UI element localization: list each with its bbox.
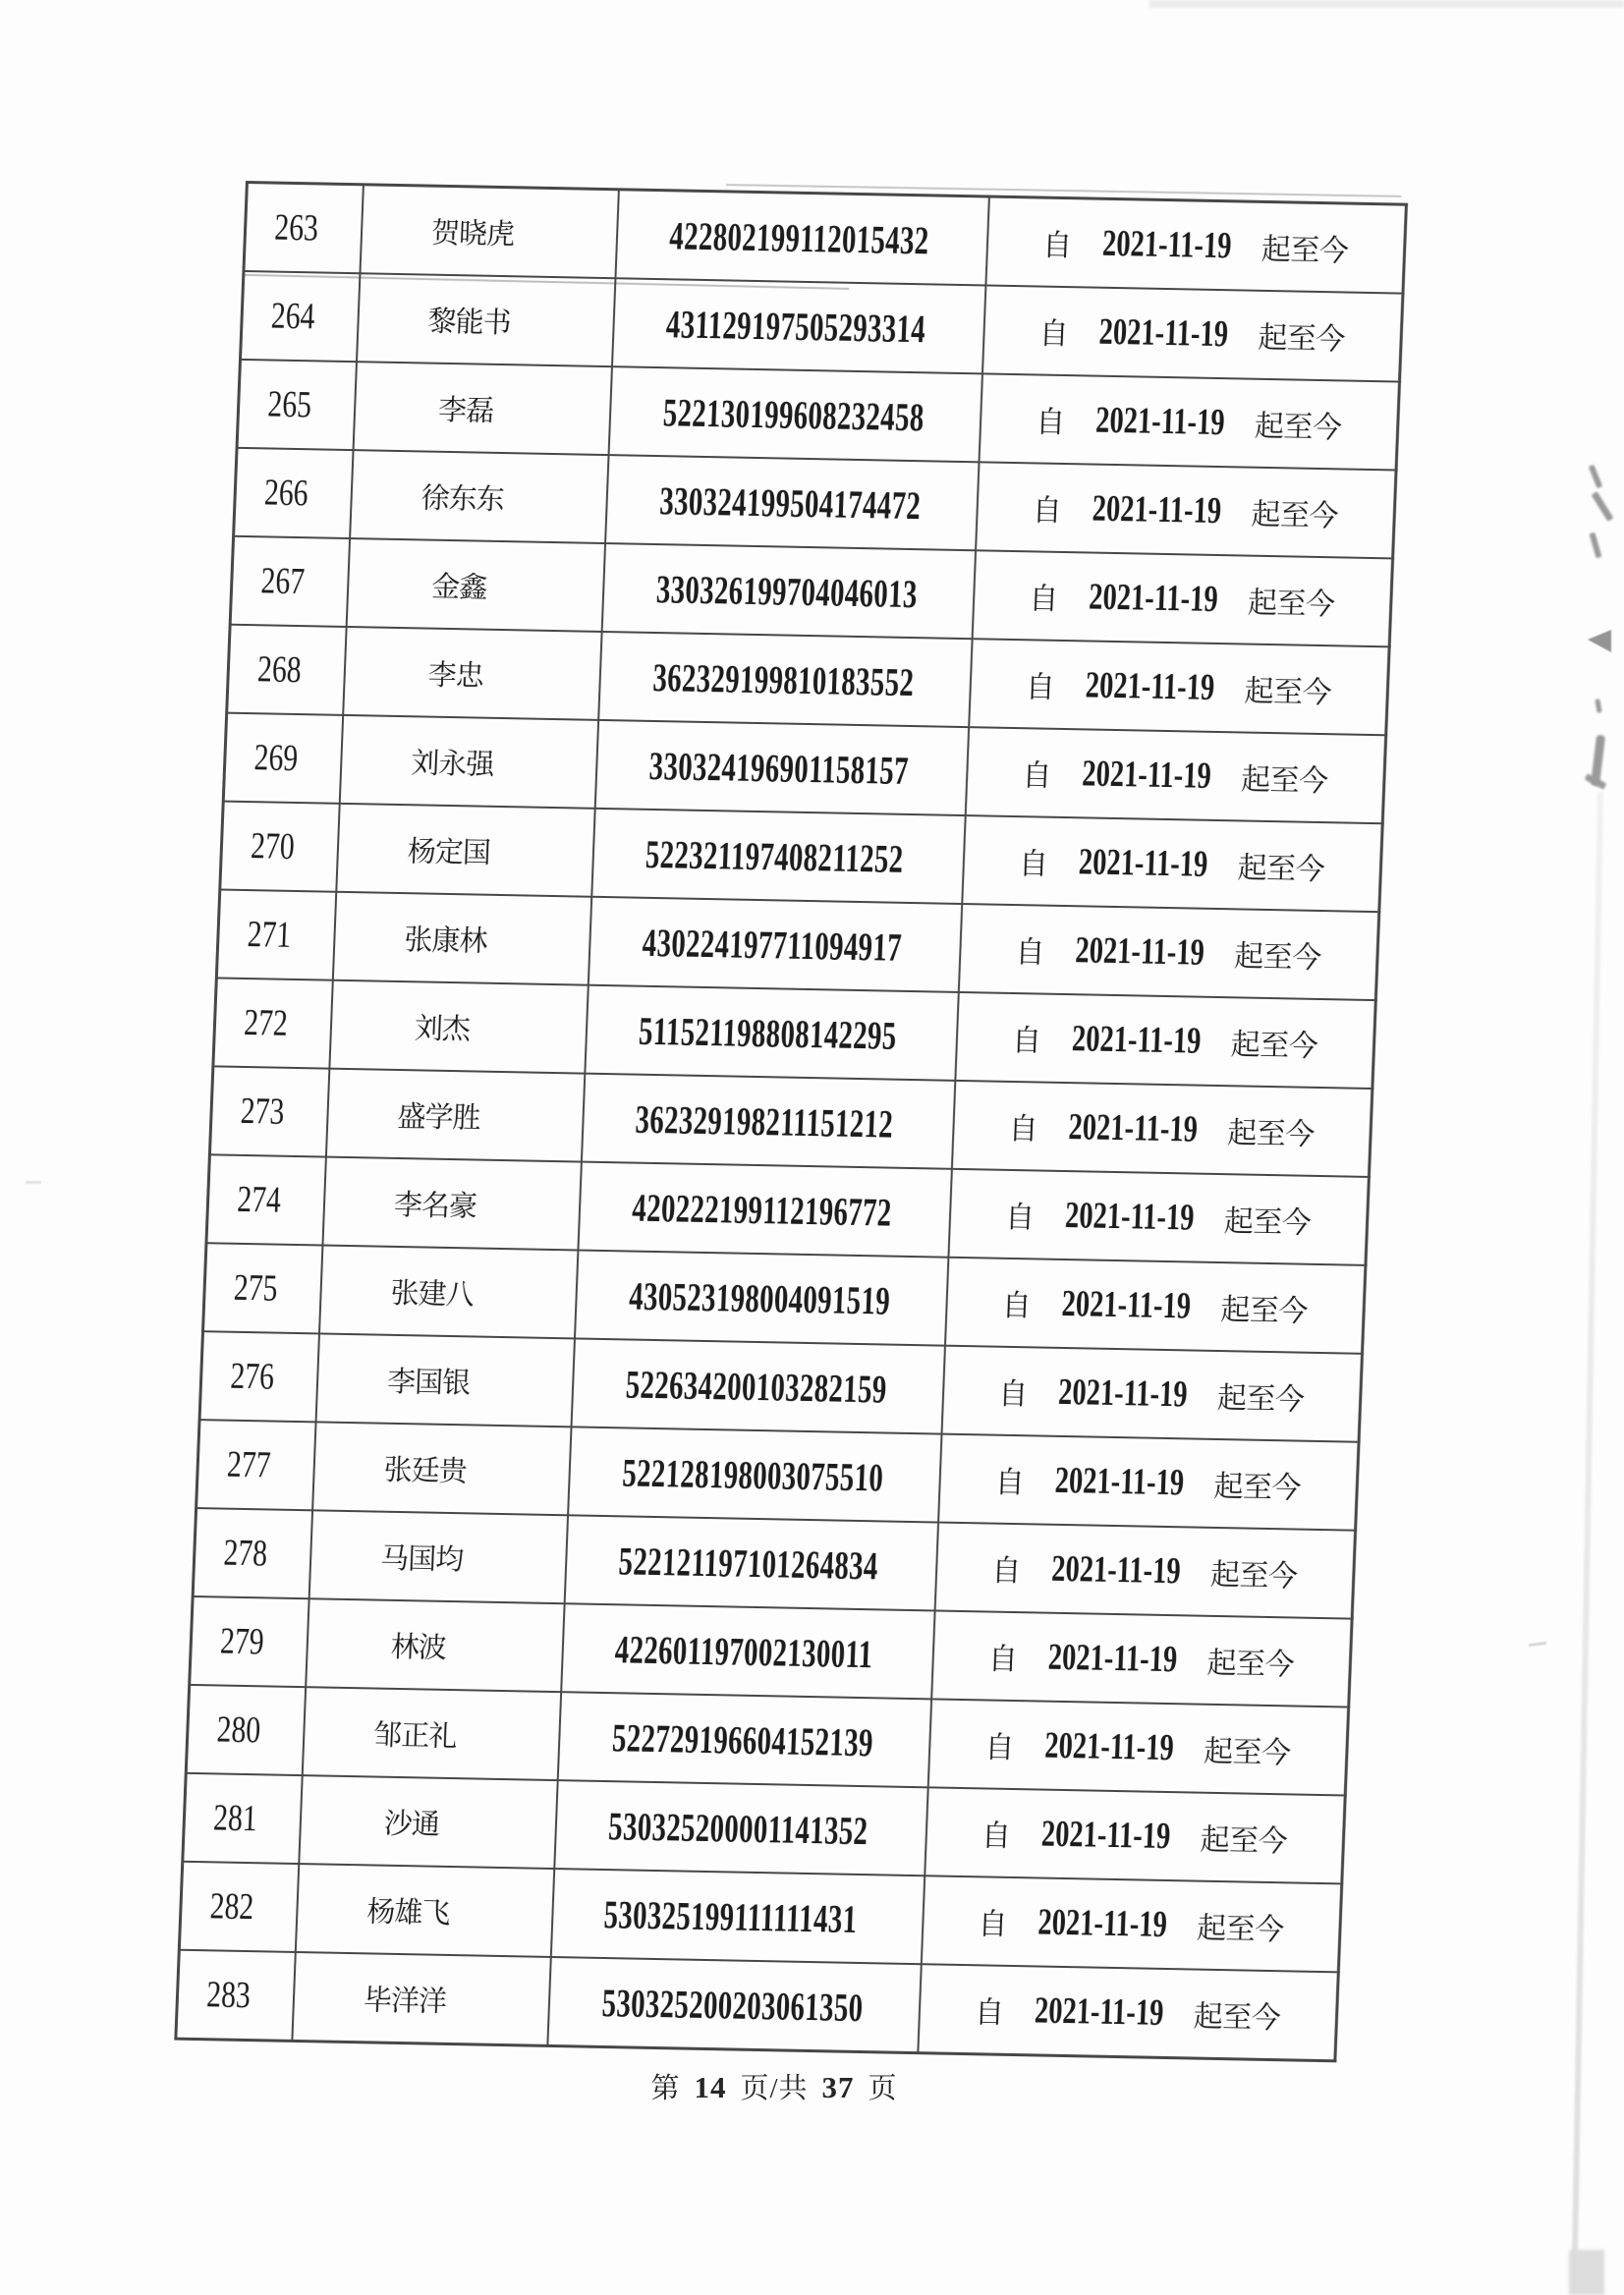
person-name: 马国均 (379, 1542, 464, 1576)
footer-label-prefix: 第 (650, 2073, 681, 2104)
id-number: 362329199810183552 (651, 654, 915, 704)
period-date: 2021-11-19 (1043, 1724, 1175, 1769)
period-date: 2021-11-19 (1074, 929, 1205, 974)
id-number-cell (568, 1427, 941, 1522)
period-date: 2021-11-19 (1039, 1813, 1171, 1858)
period-date: 2021-11-19 (1033, 1989, 1164, 2034)
period-prefix: 自 (974, 1996, 1012, 2030)
row-number: 266 (263, 472, 309, 515)
scan-smudge-handwriting-6 (1585, 773, 1607, 790)
person-name: 沙通 (383, 1808, 440, 1841)
person-name: 林波 (390, 1631, 447, 1664)
id-number-cell (605, 455, 979, 550)
period-date: 2021-11-19 (1077, 841, 1208, 885)
period-cell (962, 815, 1382, 912)
id-number-cell (594, 720, 968, 815)
period-cell (918, 1964, 1338, 2061)
id-number: 530325200203061350 (600, 1980, 864, 2030)
person-name: 杨雄飞 (365, 1895, 451, 1930)
scan-top-edge-streak (1149, 0, 1624, 8)
period-cell (941, 1346, 1362, 1442)
id-number: 522128198003075510 (621, 1449, 884, 1499)
person-name: 张康林 (403, 924, 488, 958)
period-prefix: 自 (1018, 848, 1056, 881)
id-number-cell (588, 897, 961, 992)
name-cell (319, 1245, 578, 1338)
period-cell (965, 727, 1385, 823)
period-cell (979, 373, 1399, 470)
period-suffix: 起至今 (1230, 852, 1325, 887)
row-number: 263 (273, 206, 319, 250)
id-number: 511521198808142295 (637, 1008, 898, 1058)
period-suffix: 起至今 (1237, 675, 1332, 710)
period-suffix: 起至今 (1250, 321, 1346, 357)
name-cell (312, 1422, 571, 1515)
person-name: 黎能书 (427, 306, 512, 339)
period-cell (972, 550, 1392, 646)
scan-edge-shadow-line (1572, 792, 1603, 2266)
row-number: 269 (252, 737, 299, 780)
period-cell (921, 1875, 1341, 1972)
name-cell (360, 185, 618, 278)
name-cell (339, 715, 597, 809)
row-number: 264 (269, 295, 316, 338)
id-number-cell (598, 632, 972, 727)
name-cell (308, 1510, 567, 1603)
scan-smudge-handwriting-3 (1590, 532, 1602, 559)
period-prefix: 自 (1014, 936, 1052, 970)
period-suffix: 起至今 (1186, 2000, 1281, 2036)
period-suffix: 起至今 (1212, 1293, 1309, 1328)
row-number-cell (241, 271, 360, 362)
period-date: 2021-11-19 (1097, 310, 1229, 356)
id-number: 530325200001141352 (606, 1803, 868, 1853)
period-prefix: 自 (983, 1731, 1022, 1765)
row-number: 274 (236, 1178, 282, 1221)
period-cell (982, 285, 1403, 381)
period-cell (958, 904, 1378, 1000)
id-number-cell (575, 1250, 948, 1345)
name-cell (336, 804, 594, 897)
id-number: 522729196604152139 (610, 1714, 874, 1764)
period-suffix: 起至今 (1254, 233, 1350, 268)
name-cell (299, 1775, 557, 1869)
row-number-cell (234, 448, 353, 538)
id-number-cell (564, 1515, 937, 1610)
scan-smudge-triangle (1588, 630, 1611, 652)
id-number: 522634200103282159 (624, 1361, 887, 1412)
person-name: 杨定国 (407, 835, 491, 869)
person-name: 刘杰 (414, 1012, 471, 1045)
row-number: 276 (229, 1355, 275, 1398)
period-date: 2021-11-19 (1100, 222, 1232, 267)
period-suffix: 起至今 (1209, 1381, 1306, 1417)
person-name: 李名豪 (393, 1189, 477, 1223)
period-date: 2021-11-19 (1067, 1106, 1199, 1150)
row-number-cell (223, 713, 342, 804)
name-cell (357, 273, 615, 366)
id-number-cell (550, 1869, 924, 1964)
period-date: 2021-11-19 (1070, 1018, 1202, 1062)
period-prefix: 自 (1001, 1289, 1038, 1323)
period-suffix: 起至今 (1205, 1470, 1302, 1505)
name-cell (329, 980, 588, 1074)
period-date: 2021-11-19 (1088, 576, 1219, 620)
footer-total-pages: 37 (821, 2070, 855, 2104)
period-suffix: 起至今 (1240, 587, 1336, 622)
name-cell (315, 1333, 574, 1427)
person-name: 贺晓虎 (430, 217, 515, 251)
row-number: 270 (250, 825, 296, 868)
period-suffix: 起至今 (1226, 940, 1322, 976)
period-prefix: 自 (987, 1643, 1026, 1677)
id-number: 330324199504174472 (658, 477, 922, 528)
row-number-cell (186, 1685, 305, 1775)
name-cell (306, 1598, 564, 1692)
roster-table-body (176, 183, 1407, 2061)
row-number-cell (244, 183, 363, 274)
person-name: 金鑫 (430, 571, 487, 604)
period-prefix: 自 (1041, 229, 1080, 263)
id-number-cell (608, 366, 981, 462)
period-date: 2021-11-19 (1084, 664, 1215, 708)
period-prefix: 自 (1032, 494, 1069, 529)
row-number: 268 (256, 648, 303, 692)
row-number-cell (176, 1950, 295, 2042)
period-date: 2021-11-19 (1057, 1371, 1189, 1416)
name-cell (292, 1952, 550, 2045)
id-number-cell (578, 1162, 951, 1258)
row-number-cell (179, 1862, 298, 1952)
id-number-cell (554, 1780, 927, 1875)
person-name: 张廷贵 (383, 1454, 468, 1487)
row-number: 267 (259, 560, 306, 603)
person-name: 邹正礼 (372, 1719, 457, 1753)
id-number: 362329198211151212 (634, 1096, 894, 1147)
row-number-cell (216, 889, 335, 980)
id-number: 330326199704046013 (654, 566, 919, 616)
row-number-cell (193, 1508, 311, 1598)
row-number: 279 (219, 1620, 265, 1663)
person-name: 李忠 (427, 659, 484, 693)
row-number-cell (196, 1420, 315, 1510)
period-prefix: 自 (1021, 759, 1059, 793)
period-date: 2021-11-19 (1081, 753, 1212, 797)
id-number-cell (601, 543, 975, 639)
name-cell (295, 1864, 553, 1957)
id-number: 422802199112015432 (668, 212, 930, 262)
period-prefix: 自 (1038, 317, 1076, 352)
period-prefix: 自 (1004, 1201, 1042, 1235)
id-number: 430224197711094917 (641, 920, 903, 970)
row-number-cell (206, 1154, 325, 1245)
row-number-cell (213, 978, 332, 1068)
period-date: 2021-11-19 (1060, 1282, 1192, 1327)
row-number-cell (227, 625, 346, 715)
period-prefix: 自 (994, 1466, 1032, 1500)
row-number-cell (183, 1773, 302, 1864)
row-number: 277 (226, 1443, 272, 1486)
id-number-cell (557, 1692, 930, 1787)
period-cell (955, 992, 1375, 1089)
period-suffix: 起至今 (1243, 498, 1339, 533)
period-prefix: 自 (1028, 583, 1066, 616)
period-suffix: 起至今 (1189, 1912, 1285, 1947)
period-cell (934, 1523, 1355, 1619)
id-number: 522321197408211252 (644, 831, 904, 881)
person-name: 李磊 (437, 394, 494, 427)
period-prefix: 自 (990, 1554, 1029, 1589)
row-number: 282 (208, 1885, 254, 1929)
id-number: 431129197505293314 (664, 301, 926, 351)
scan-smudge-handwriting-2 (1592, 491, 1614, 522)
period-suffix: 起至今 (1247, 410, 1343, 445)
row-number-cell (230, 536, 349, 627)
row-number-cell (209, 1066, 328, 1156)
id-number-cell (591, 809, 965, 904)
period-prefix: 自 (980, 1819, 1019, 1854)
footer-label-middle: 页/共 (740, 2073, 809, 2104)
id-number: 530325199111111431 (602, 1891, 858, 1941)
period-suffix: 起至今 (1196, 1735, 1292, 1770)
person-name: 刘永强 (410, 747, 494, 781)
period-prefix: 自 (997, 1377, 1036, 1412)
period-cell (938, 1434, 1359, 1531)
id-number: 330324196901158157 (647, 743, 910, 793)
page-footer (0, 2066, 1548, 2106)
period-suffix: 起至今 (1233, 763, 1329, 799)
row-number: 265 (266, 383, 312, 426)
period-suffix: 起至今 (1193, 1823, 1288, 1859)
period-date: 2021-11-19 (1036, 1901, 1168, 1945)
row-number-cell (237, 360, 356, 450)
period-prefix: 自 (1011, 1024, 1049, 1058)
row-number-cell (203, 1243, 322, 1333)
scan-smudge-handwriting-4 (1595, 699, 1601, 713)
row-number: 280 (215, 1708, 261, 1752)
name-cell (350, 450, 608, 543)
person-name: 毕洋洋 (363, 1984, 447, 2018)
period-suffix: 起至今 (1223, 1029, 1318, 1063)
row-number-cell (220, 802, 339, 892)
period-cell (969, 639, 1389, 735)
period-suffix: 起至今 (1216, 1205, 1313, 1240)
row-number: 273 (239, 1090, 285, 1133)
period-date: 2021-11-19 (1046, 1636, 1178, 1681)
scan-speck-right (1529, 1642, 1546, 1647)
id-number: 420222199112196772 (631, 1185, 893, 1235)
name-cell (322, 1157, 581, 1251)
row-number: 278 (222, 1532, 268, 1575)
period-date: 2021-11-19 (1050, 1547, 1182, 1593)
id-number-cell (612, 278, 985, 373)
name-cell (302, 1687, 560, 1780)
period-date: 2021-11-19 (1094, 399, 1226, 444)
person-name: 盛学胜 (396, 1100, 481, 1135)
period-date: 2021-11-19 (1053, 1459, 1185, 1504)
id-number: 430523198004091519 (628, 1273, 891, 1323)
period-cell (945, 1258, 1366, 1354)
footer-label-suffix: 页 (868, 2073, 898, 2104)
row-number: 272 (243, 1001, 289, 1044)
row-number: 271 (246, 914, 292, 956)
id-number: 422601197002130011 (613, 1626, 873, 1676)
name-cell (325, 1069, 584, 1162)
period-cell (985, 196, 1406, 294)
name-cell (353, 362, 611, 455)
period-prefix: 自 (1035, 406, 1073, 440)
person-name: 张建八 (390, 1277, 475, 1311)
period-cell (931, 1610, 1352, 1707)
name-cell (343, 627, 601, 720)
scan-smudge-handwriting-5 (1591, 735, 1605, 787)
period-cell (924, 1787, 1345, 1883)
id-number-cell (615, 190, 988, 286)
id-number-cell (571, 1338, 944, 1433)
id-number: 522130199608232458 (661, 389, 924, 439)
row-number-cell (199, 1331, 318, 1422)
roster-table (174, 181, 1408, 2062)
period-suffix: 起至今 (1200, 1647, 1295, 1682)
period-date: 2021-11-19 (1063, 1195, 1195, 1239)
scan-smudge-handwriting-1 (1589, 465, 1603, 489)
period-suffix: 起至今 (1219, 1117, 1316, 1151)
period-cell (948, 1169, 1369, 1265)
period-date: 2021-11-19 (1091, 487, 1222, 532)
id-number-cell (581, 1074, 954, 1169)
name-cell (332, 892, 590, 985)
roster-table-wrapper (174, 181, 1409, 2062)
scan-speck-left (26, 1181, 41, 1184)
person-name: 徐东东 (420, 481, 505, 516)
period-cell (976, 462, 1396, 558)
period-suffix: 起至今 (1203, 1558, 1299, 1594)
row-number-cell (190, 1596, 308, 1687)
row-number: 283 (205, 1974, 252, 2017)
footer-page-number: 14 (694, 2070, 727, 2104)
id-number-cell (561, 1603, 934, 1699)
person-name: 李国银 (386, 1366, 471, 1399)
scan-edge-shadow-bottom (1569, 2250, 1604, 2295)
period-cell (927, 1699, 1348, 1795)
id-number-cell (585, 985, 958, 1081)
period-prefix: 自 (1008, 1112, 1045, 1147)
id-number: 522121197101264834 (617, 1538, 879, 1588)
row-number: 281 (212, 1797, 258, 1840)
row-number: 275 (232, 1266, 279, 1310)
id-number-cell (547, 1957, 921, 2053)
period-cell (951, 1081, 1372, 1177)
name-cell (346, 538, 604, 632)
period-prefix: 自 (1025, 671, 1063, 704)
period-prefix: 自 (977, 1908, 1015, 1942)
